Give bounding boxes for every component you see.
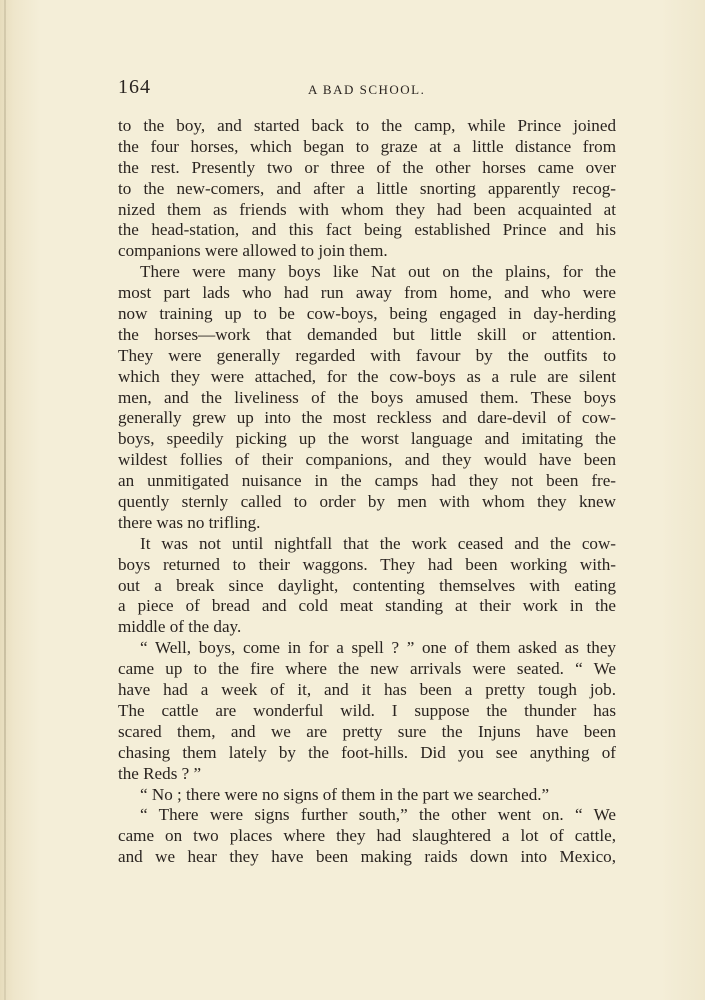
text-line: which they were attached, for the cow-boys as a rule are silent	[118, 366, 616, 386]
text-line: the four horses, which began to graze at a little distance from	[118, 136, 616, 156]
text-line: There were many boys like Nat out on the plains, for the	[140, 262, 616, 282]
body-text	[118, 116, 616, 868]
text-line: most part lads who had run away from home, and who were	[118, 283, 616, 303]
text-line: men, and the liveliness of the boys amused them. These boys	[118, 387, 616, 407]
text-line: chasing them lately by the foot-hills. Did you see anything of	[118, 742, 616, 762]
running-title: A BAD SCHOOL.	[308, 82, 426, 97]
text-line: there was no trifling.	[118, 512, 261, 532]
text-line: quently sternly called to order by men with whom they knew	[118, 492, 616, 512]
text-line: boys, speedily picking up the worst language and imitating the	[118, 429, 616, 449]
text-line: came on two places where they had slaughtered a lot of cattle,	[118, 826, 616, 846]
text-line: the head-station, and this fact being established Prince and his	[118, 220, 616, 240]
text-line: nized them as friends with whom they had been acquainted at	[118, 199, 616, 219]
text-line: the Reds ? ”	[118, 763, 202, 783]
text-line: came up to the fire where the new arrivals were seated. “ We	[118, 659, 616, 679]
text-line: wildest follies of their companions, and they would have been	[118, 450, 616, 470]
text-line: a piece of bread and cold meat standing at their work in the	[118, 596, 616, 616]
text-line: the rest. Presently two or three of the other horses came over	[118, 157, 616, 177]
page-number: 164	[118, 76, 151, 98]
binding-gutter	[4, 0, 6, 1000]
text-line: The cattle are wonderful wild. I suppose the thunder has	[118, 700, 616, 720]
page-header	[118, 76, 616, 102]
text-line: “ Well, boys, come in for a spell ? ” one of them asked as they	[140, 638, 616, 658]
text-line: “ There were signs further south,” the other went on. “ We	[140, 805, 616, 825]
text-line: companions were allowed to join them.	[118, 241, 388, 261]
text-line: It was not until nightfall that the work ceased and the cow-	[140, 533, 616, 553]
text-line: and we hear they have been making raids down into Mexico,	[118, 847, 616, 867]
text-line: to the boy, and started back to the camp, while Prince joined	[118, 116, 616, 135]
text-line: “ No ; there were no signs of them in the part we searched.”	[140, 784, 550, 804]
text-line: an unmitigated nuisance in the camps had they not been fre-	[118, 471, 616, 491]
text-line: They were generally regarded with favour by the outfits to	[118, 345, 616, 365]
text-line: scared them, and we are pretty sure the Injuns have been	[118, 721, 616, 741]
text-line: boys returned to their waggons. They had been working with-	[118, 554, 616, 574]
text-line: out a break since daylight, contenting themselves with eating	[118, 575, 616, 595]
text-line: the horses—work that demanded but little skill or attention.	[118, 324, 616, 344]
text-line: generally grew up into the most reckless and dare-devil of cow-	[118, 408, 616, 428]
text-line: middle of the day.	[118, 617, 242, 637]
text-line: now training up to be cow-boys, being engaged in day-herding	[118, 304, 616, 324]
text-line: to the new-comers, and after a little snorting apparently recog-	[118, 178, 616, 198]
text-line: have had a week of it, and it has been a pretty tough job.	[118, 680, 616, 700]
